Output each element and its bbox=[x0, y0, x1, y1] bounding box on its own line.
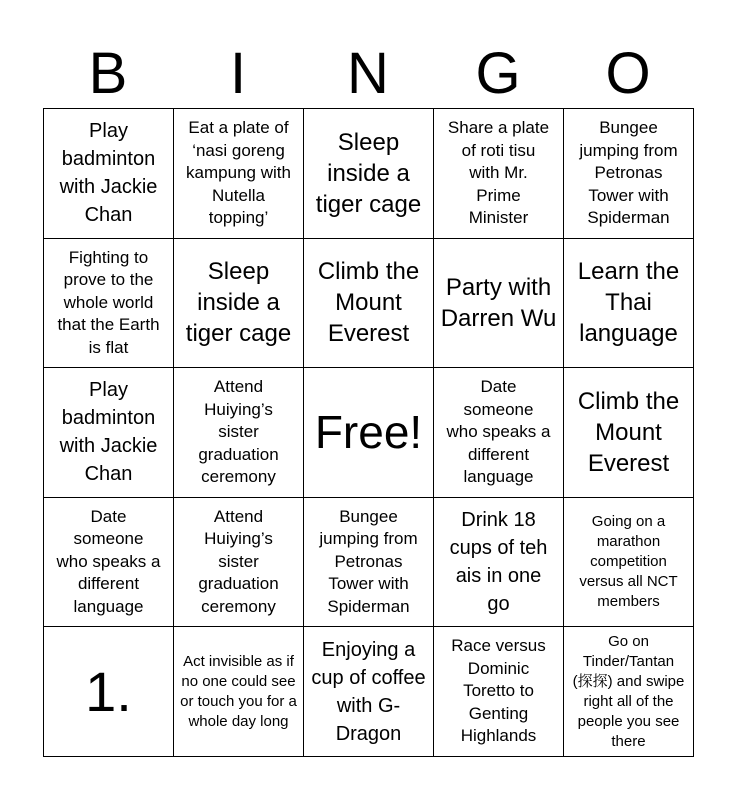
cell-text: Date someone who speaks a different language bbox=[56, 506, 161, 616]
cell-text: Race versus Dominic Toretto to Genting Highlands bbox=[451, 636, 546, 746]
bingo-cell-r1-c4[interactable] bbox=[434, 109, 564, 239]
bingo-cell-r4-c2[interactable] bbox=[174, 498, 304, 628]
bingo-cell-r4-c5[interactable] bbox=[564, 498, 694, 628]
cell-text: Bungee jumping from Petronas Tower with Spiderman bbox=[579, 118, 678, 228]
bingo-cell-r1-c2[interactable] bbox=[174, 109, 304, 239]
bingo-cell-r4-c4[interactable] bbox=[434, 498, 564, 628]
bingo-cell-r3-c2[interactable] bbox=[174, 368, 304, 498]
bingo-cell-r1-c1[interactable] bbox=[44, 109, 174, 239]
bingo-cell-r3-c4[interactable] bbox=[434, 368, 564, 498]
bingo-cell-r3-c1[interactable] bbox=[44, 368, 174, 498]
bingo-cell-r1-c3[interactable] bbox=[304, 109, 434, 239]
header-letter-b: B bbox=[88, 41, 128, 106]
bingo-cell-r2-c2[interactable] bbox=[174, 239, 304, 369]
bingo-cell-r2-c4[interactable] bbox=[434, 239, 564, 369]
cell-text: Attend Huiying’s sister graduation ceremony bbox=[198, 377, 279, 487]
cell-text: Party with Darren Wu bbox=[440, 273, 557, 332]
bingo-cell-r5-c3[interactable] bbox=[304, 627, 434, 757]
header-letter-n: N bbox=[347, 41, 389, 106]
bingo-cell-r2-c3[interactable] bbox=[304, 239, 434, 369]
header-letter-g: G bbox=[475, 41, 521, 106]
cell-text: Enjoying a cup of coffee with G-Dragon bbox=[311, 638, 426, 745]
bingo-cell-r3-c3-free[interactable] bbox=[304, 368, 434, 498]
cell-text: Learn the Thai language bbox=[577, 258, 680, 348]
cell-text: Play badminton with Jackie Chan bbox=[59, 120, 158, 227]
cell-text: Sleep inside a tiger cage bbox=[315, 128, 422, 218]
cell-text: Drink 18 cups of teh ais in one go bbox=[449, 509, 548, 616]
free-space-label: Free! bbox=[314, 406, 423, 459]
bingo-cell-r1-c5[interactable] bbox=[564, 109, 694, 239]
cell-text: Bungee jumping from Petronas Tower with Spiderman bbox=[319, 506, 418, 616]
cell-text: Date someone who speaks a different language bbox=[446, 377, 551, 487]
bingo-cell-r5-c4[interactable] bbox=[434, 627, 564, 757]
cell-text: Share a plate of roti tisu with Mr. Prime Minister bbox=[447, 118, 550, 228]
bingo-cell-r5-c1[interactable] bbox=[44, 627, 174, 757]
header-letter-o: O bbox=[605, 41, 651, 106]
cell-text: Go on Tinder/Tantan (探探) and swipe right all of the people you see there bbox=[572, 632, 685, 750]
cell-text: Act invisible as if no one could see or touch you for a whole day long bbox=[180, 652, 297, 730]
bingo-cell-r4-c3[interactable] bbox=[304, 498, 434, 628]
cell-text: Sleep inside a tiger cage bbox=[185, 258, 292, 348]
bingo-cell-r2-c1[interactable] bbox=[44, 239, 174, 369]
bingo-cell-r2-c5[interactable] bbox=[564, 239, 694, 369]
header-letter-i: I bbox=[229, 41, 247, 106]
cell-text: Going on a marathon competition versus all NCT members bbox=[579, 513, 678, 611]
bingo-cell-r5-c5[interactable] bbox=[564, 627, 694, 757]
bingo-board bbox=[43, 108, 694, 757]
bingo-header bbox=[43, 40, 693, 108]
cell-text: 1. bbox=[85, 659, 132, 723]
cell-text: Eat a plate of ‘nasi goreng kampung with Nutella topping’ bbox=[186, 118, 291, 228]
bingo-cell-r4-c1[interactable] bbox=[44, 498, 174, 628]
cell-text: Attend Huiying’s sister graduation ceremony bbox=[198, 506, 279, 616]
cell-text: Fighting to prove to the whole world that the Earth is flat bbox=[57, 247, 160, 357]
bingo-cell-r5-c2[interactable] bbox=[174, 627, 304, 757]
cell-text: Climb the Mount Everest bbox=[317, 258, 420, 348]
cell-text: Play badminton with Jackie Chan bbox=[59, 379, 158, 486]
cell-text: Climb the Mount Everest bbox=[577, 387, 680, 477]
bingo-cell-r3-c5[interactable] bbox=[564, 368, 694, 498]
